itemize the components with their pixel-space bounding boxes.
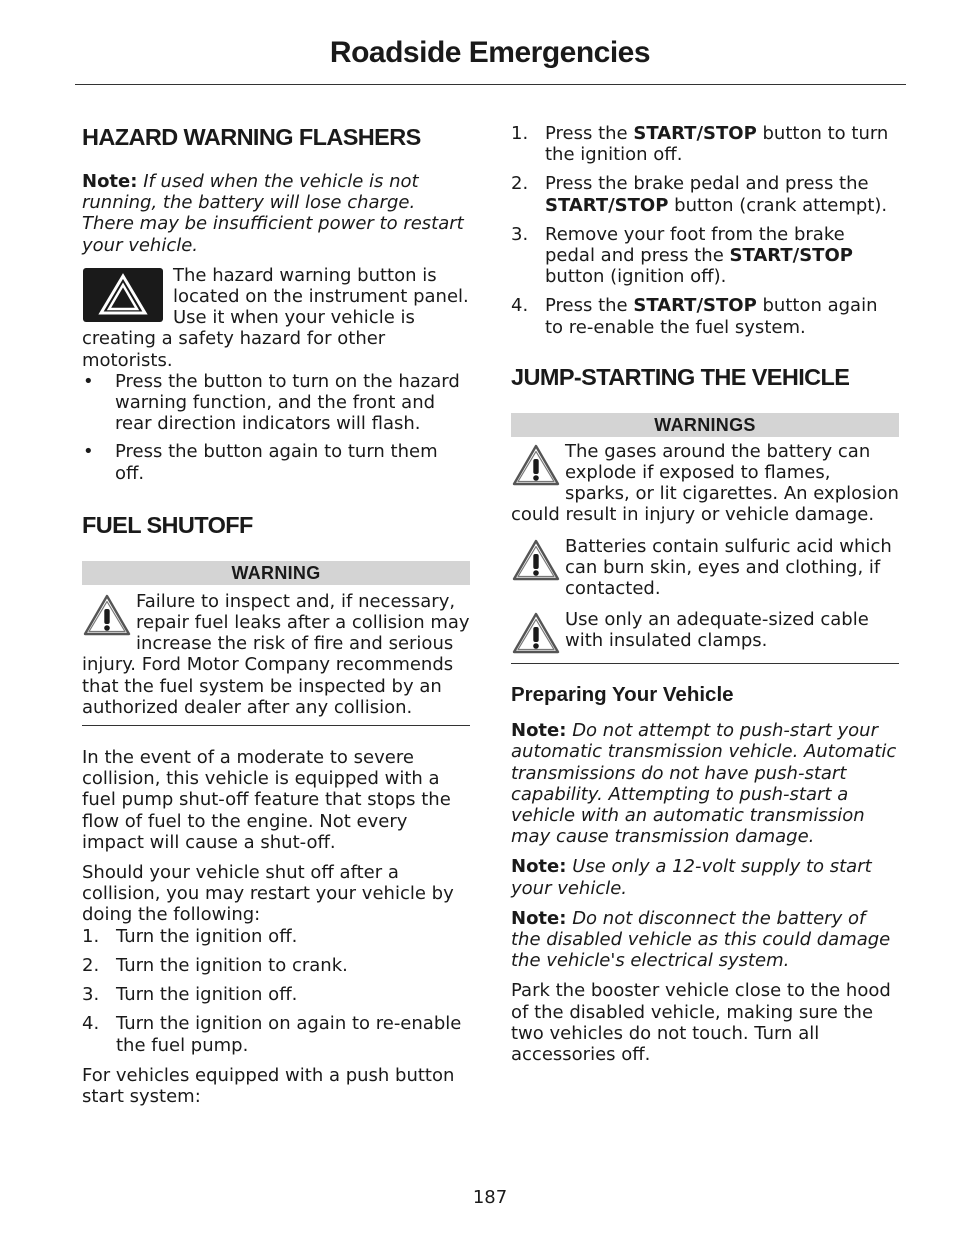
fuel-heading: FUEL SHUTOFF [82,511,253,538]
push-button-steps [511,123,899,338]
bullet-dot: • [83,370,94,392]
right-column [511,118,899,1065]
hazard-description-block [82,265,470,371]
fuel-para-2: Should your vehicle shut off after a collision, you may restart your vehicle by doing the following: [82,862,454,926]
section-divider [511,663,899,664]
list-item: 1. Turn the ignition off. [82,925,298,947]
note-label: Note: [82,171,138,192]
fuel-warning-text: Failure to inspect and, if necessary, repair fuel leaks after a collision may increase the risk of fire and serious injury. Ford Motor Company recommends that the fuel system be inspected by an authorized dealer after any collision. [82,590,470,718]
list-item: 3. Remove your foot from the brake pedal and press the START/STOP button (ignition off). [511,223,853,288]
list-item: 4. Turn the ignition on again to re-enable the fuel pump. [82,1013,462,1056]
page-number: 187 [472,1187,508,1208]
jump-note-3: Note: Do not disconnect the battery of the disabled vehicle as this could damage the vehicle's electrical system. [511,907,891,972]
jump-warning-2: Batteries contain sulfuric acid which can burn skin, eyes and clothing, if contacted. [511,536,899,600]
fuel-warning [82,591,470,718]
list-item: 4. Press the START/STOP button again to re-enable the fuel system. [511,295,878,338]
list-item: • Press the button to turn on the hazard warning function, and the front and rear direction indicators will flash. [83,370,460,435]
title-divider [75,84,906,85]
hazard-note [82,171,470,256]
note-text: If used when the vehicle is not running, the battery will lose charge. There may be insufficient power to restart your vehicle. [82,171,464,256]
fuel-para-1: In the event of a moderate to severe collision, this vehicle is equipped with a fuel pump shut-off feature that stops the flow of fuel to the engine. Not every impact will cause a shut-off. [82,747,451,853]
preparing-subheading: Preparing Your Vehicle [511,683,734,707]
fuel-warning-bar: WARNING [82,561,470,585]
left-column [82,118,470,1107]
list-item: 2. Press the brake pedal and press the START/STOP button (crank attempt). [511,173,888,216]
warning-triangle-icon [511,536,561,584]
bullet-dot: • [83,441,94,463]
hazard-bullets [82,371,470,484]
hazard-heading: HAZARD WARNING FLASHERS [82,124,421,150]
page-title: Roadside Emergencies [329,36,651,69]
section-divider [82,725,470,726]
warning-triangle-icon [511,609,561,657]
fuel-para-3: For vehicles equipped with a push button start system: [82,1064,455,1107]
hazard-triangle-icon [82,267,164,323]
warning-triangle-icon [82,591,132,639]
list-item: 3. Turn the ignition off. [82,984,298,1006]
jump-final-para: Park the booster vehicle close to the hood of the disabled vehicle, making sure the two vehicles do not touch. Turn all accessories off. [511,980,891,1066]
jump-note-1: Note: Do not attempt to push-start your automatic transmission vehicle. Automatic transmissions do not have push-start capability. Attempting to push-start a vehicle with an automatic transmission may cause transmission damage. [511,720,897,848]
jump-note-2: Note: Use only a 12-volt supply to start your vehicle. [511,856,872,899]
hazard-description: The hazard warning button is located on the instrument panel. Use it when your vehicle is creating a safety hazard for other motorists. [82,264,469,371]
jump-warnings-bar: WARNINGS [511,413,899,437]
jump-warning-3: Use only an adequate-sized cable with insulated clamps. [511,609,899,657]
list-item: 1. Press the START/STOP button to turn the ignition off. [511,123,889,166]
list-item: • Press the button again to turn them off. [83,441,438,484]
list-item: 2. Turn the ignition to crank. [82,954,348,976]
jump-heading: JUMP-STARTING THE VEHICLE [511,363,850,390]
warning-triangle-icon [511,441,561,489]
jump-warning-1: The gases around the battery can explode if exposed to flames, sparks, or lit cigarettes. An explosion could result in injury or vehicle damage. [511,440,899,526]
fuel-steps [82,926,470,1056]
